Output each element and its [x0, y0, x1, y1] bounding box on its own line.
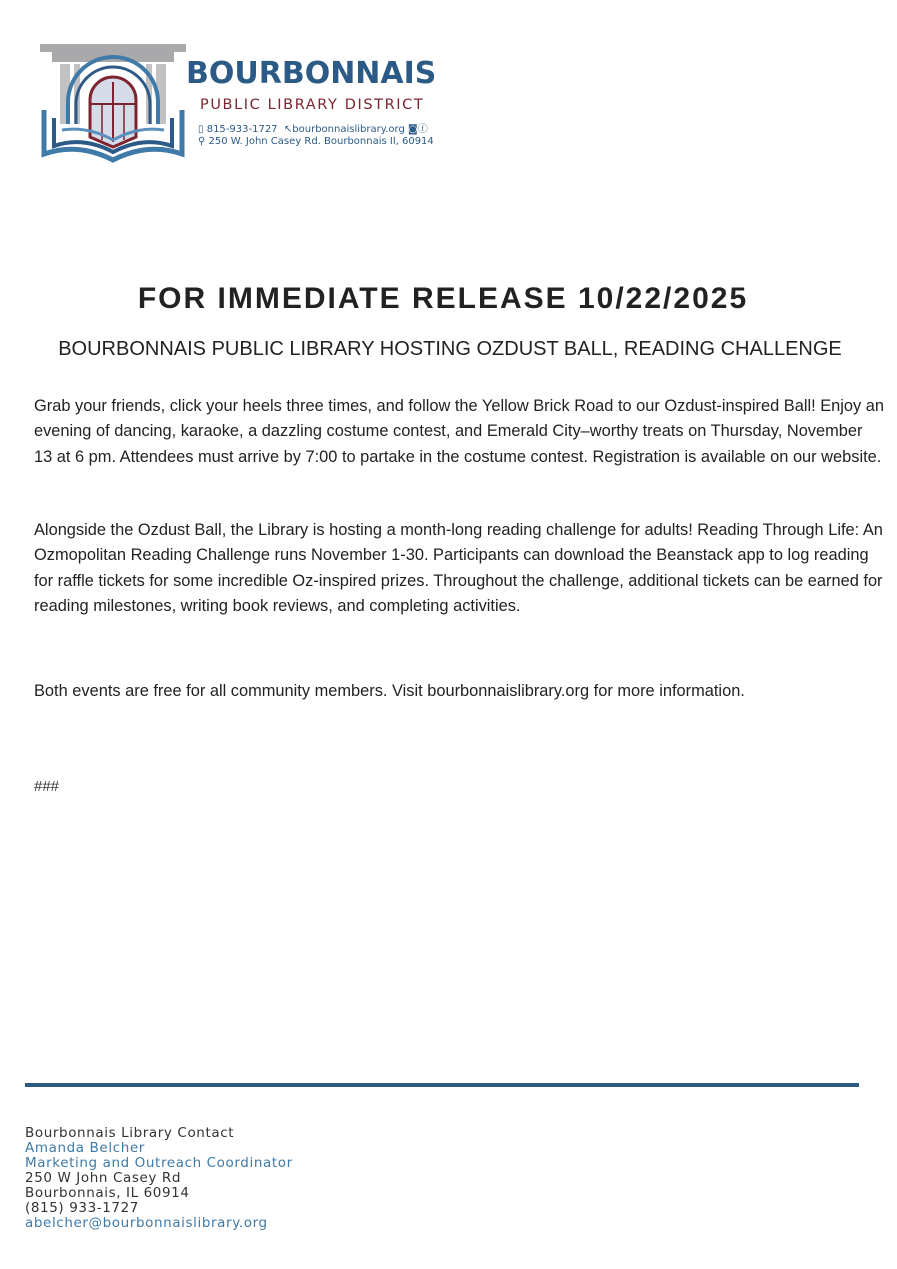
brand-subtitle: PUBLIC LIBRARY DISTRICT [200, 97, 425, 113]
instagram-icon[interactable]: ◙ [407, 124, 418, 135]
brand-address-line [198, 136, 434, 147]
brand-name: BOURBONNAIS [186, 56, 437, 91]
contact-email-link[interactable]: abelcher@bourbonnaislibrary.org [25, 1215, 268, 1231]
body-paragraph-3: Both events are free for all community members. Visit bourbonnaislibrary.org for more information. [34, 682, 745, 700]
brand-address: 250 W. John Casey Rd. Bourbonnais Il, 60914 [208, 136, 434, 147]
contact-role: Marketing and Outreach Coordinator [25, 1155, 293, 1171]
location-pin-icon: ⚲ [198, 136, 206, 147]
release-title: FOR IMMEDIATE RELEASE 10/22/2025 [137, 282, 749, 315]
contact-street: 250 W John Casey Rd [25, 1170, 182, 1186]
footer-divider [25, 1083, 859, 1087]
release-headline: BOURBONNAIS PUBLIC LIBRARY HOSTING OZDUST BALL, READING CHALLENGE [58, 338, 842, 360]
footer-contact [25, 1126, 293, 1231]
contact-name: Amanda Belcher [25, 1140, 145, 1156]
end-mark: ### [34, 778, 60, 795]
library-logo [38, 42, 458, 164]
phone-icon: ▯ [198, 124, 204, 135]
brand-contact-line [198, 120, 428, 135]
body-paragraph-1: Grab your friends, click your heels three times, and follow the Yellow Brick Road to our Ozdust-inspired Ball! Enjoy an evening of dancing, karaoke, a dazzling costume contest, and Emerald City–worthy treats on Thursday, November 13 at 6 pm. Attendees must arrive by 7:00 to partake in the costume contest. Registration is available on our website. [34, 397, 884, 466]
contact-city: Bourbonnais, IL 60914 [25, 1185, 190, 1201]
facebook-icon[interactable]: ⓕ [417, 124, 428, 135]
body-paragraph-2: Alongside the Ozdust Ball, the Library is hosting a month-long reading challenge for adults! Reading Through Life: An Ozmopolitan Reading Challenge runs November 1-30. Participants can download the Beanstack app to log reading for raffle tickets for some incredible Oz-inspired prizes. Throughout the challenge, additional tickets can be earned for reading milestones, writing book reviews, and completing activities. [34, 521, 883, 616]
brand-phone: 815-933-1727 [206, 124, 278, 135]
contact-phone: (815) 933-1727 [25, 1200, 139, 1216]
contact-label: Bourbonnais Library Contact [25, 1125, 235, 1141]
cursor-icon: ↖ [280, 124, 293, 135]
library-building-book-icon [38, 42, 188, 164]
brand-website[interactable]: bourbonnaislibrary.org [292, 124, 405, 135]
